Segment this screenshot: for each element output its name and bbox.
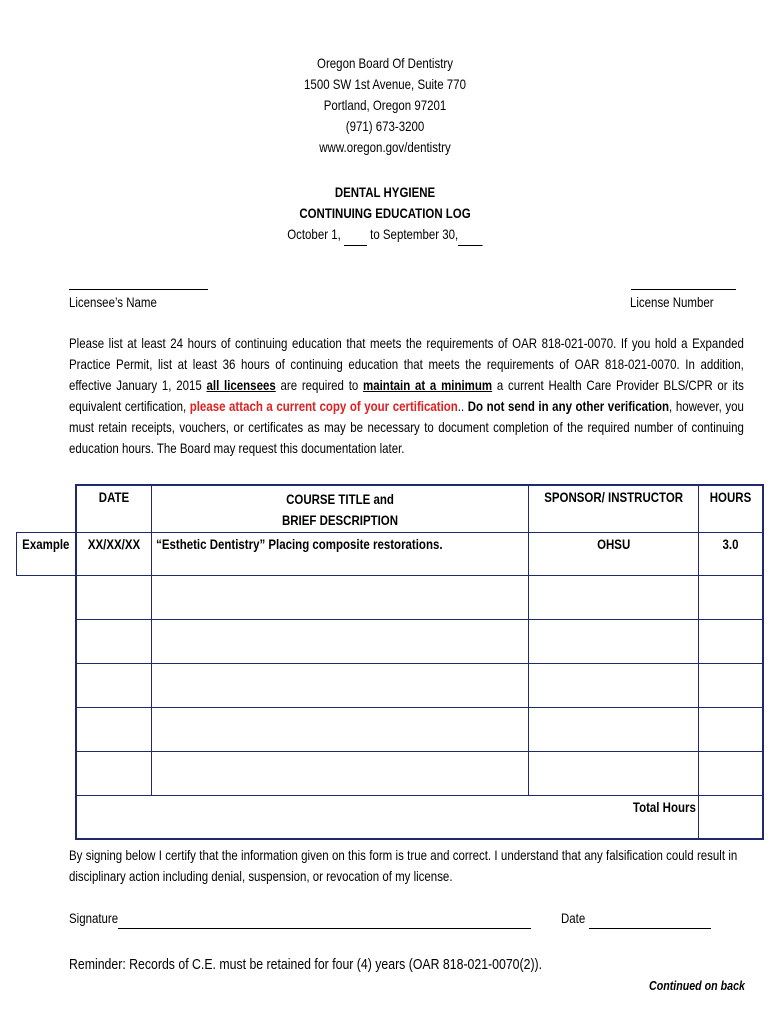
total-hours-label: Total Hours xyxy=(632,798,696,815)
start-year-field[interactable] xyxy=(344,224,367,246)
date-cell[interactable] xyxy=(76,707,152,751)
address-line-1: 1500 SW 1st Avenue, Suite 770 xyxy=(304,76,466,92)
example-sponsor: OHSU xyxy=(596,535,630,552)
signature-label: Signature xyxy=(69,910,119,926)
course-cell[interactable] xyxy=(151,575,528,619)
course-cell[interactable] xyxy=(151,751,528,795)
licensee-name-line[interactable] xyxy=(69,289,208,290)
table-row xyxy=(17,751,763,795)
license-number-label: License Number xyxy=(630,294,714,310)
instructions-paragraph: Please list at least 24 hours of continuing education that meets the requirements of OAR 818-021-0070. If you hold a Expanded Practice Permit, list at least 36 hours of continuing education that meets the requirements of OAR 818-021-0070. In addition, effective January 1, 2015 all licensees are required to maintain at a minimum a current Health Care Provider BLS/CPR or its equivalent certification, please attach a current copy of your certification.. Do not send in any other verification, however, you must retain receipts, vouchers, or certificates as may be necessary to document completion of the required number of continuing education hours. The Board may request this documentation later. xyxy=(69,335,744,456)
example-hours: 3.0 xyxy=(722,535,739,552)
ce-log-table xyxy=(16,484,764,840)
date-cell[interactable] xyxy=(76,663,152,707)
example-row xyxy=(17,532,763,575)
course-cell[interactable] xyxy=(151,663,528,707)
hours-cell[interactable] xyxy=(698,751,763,795)
title-line-1: DENTAL HYGIENE xyxy=(334,184,436,200)
table-row xyxy=(17,619,763,663)
license-number-line[interactable] xyxy=(631,289,736,290)
course-header-1: COURSE TITLE and xyxy=(285,491,394,507)
date-cell[interactable] xyxy=(76,619,152,663)
example-label: Example xyxy=(22,535,70,552)
address-line-2: Portland, Oregon 97201 xyxy=(323,97,447,113)
course-cell[interactable] xyxy=(151,707,528,751)
table-row xyxy=(17,575,763,619)
period-line xyxy=(69,224,700,246)
period-start-label: October 1, xyxy=(287,226,341,242)
continued-note: Continued on back xyxy=(649,978,745,993)
sponsor-header: SPONSOR/ INSTRUCTOR xyxy=(543,489,683,505)
sponsor-cell[interactable] xyxy=(528,575,698,619)
signature-line[interactable] xyxy=(118,928,531,929)
table-row xyxy=(17,707,763,751)
sponsor-cell[interactable] xyxy=(528,619,698,663)
date-label: Date xyxy=(561,910,586,926)
date-header: DATE xyxy=(98,489,129,505)
table-row xyxy=(17,663,763,707)
phone: (971) 673-3200 xyxy=(345,118,425,134)
course-cell[interactable] xyxy=(151,619,528,663)
licensee-name-label: Licensee’s Name xyxy=(69,294,157,310)
certification-text: By signing below I certify that the information given on this form is true and correct. I understand that any falsification could result in disciplinary action including denial, suspension, or revocation of my license. xyxy=(69,847,738,884)
period-end-label: to September 30, xyxy=(370,226,459,242)
end-year-field[interactable] xyxy=(458,224,483,246)
hours-cell[interactable] xyxy=(698,575,763,619)
hours-cell[interactable] xyxy=(698,663,763,707)
reminder-text: Reminder: Records of C.E. must be retained for four (4) years (OAR 818-021-0070(2)). xyxy=(69,956,543,973)
date-cell[interactable] xyxy=(76,751,152,795)
date-cell[interactable] xyxy=(76,575,152,619)
form-title xyxy=(0,182,770,246)
table-header-row xyxy=(17,485,763,532)
date-line[interactable] xyxy=(589,928,711,929)
total-row xyxy=(17,795,763,839)
sponsor-cell[interactable] xyxy=(528,751,698,795)
sponsor-cell[interactable] xyxy=(528,663,698,707)
course-header-2: BRIEF DESCRIPTION xyxy=(281,512,398,528)
example-course: “Esthetic Dentistry” Placing composite restorations. xyxy=(155,535,443,552)
board-header xyxy=(0,53,770,158)
total-hours-cell[interactable] xyxy=(698,795,763,839)
hours-cell[interactable] xyxy=(698,707,763,751)
sponsor-cell[interactable] xyxy=(528,707,698,751)
hours-cell[interactable] xyxy=(698,619,763,663)
website: www.oregon.gov/dentistry xyxy=(319,139,451,155)
example-date: XX/XX/XX xyxy=(87,535,140,552)
title-line-2: CONTINUING EDUCATION LOG xyxy=(299,205,471,221)
hours-header: HOURS xyxy=(709,489,752,505)
org-name: Oregon Board Of Dentistry xyxy=(317,55,453,71)
